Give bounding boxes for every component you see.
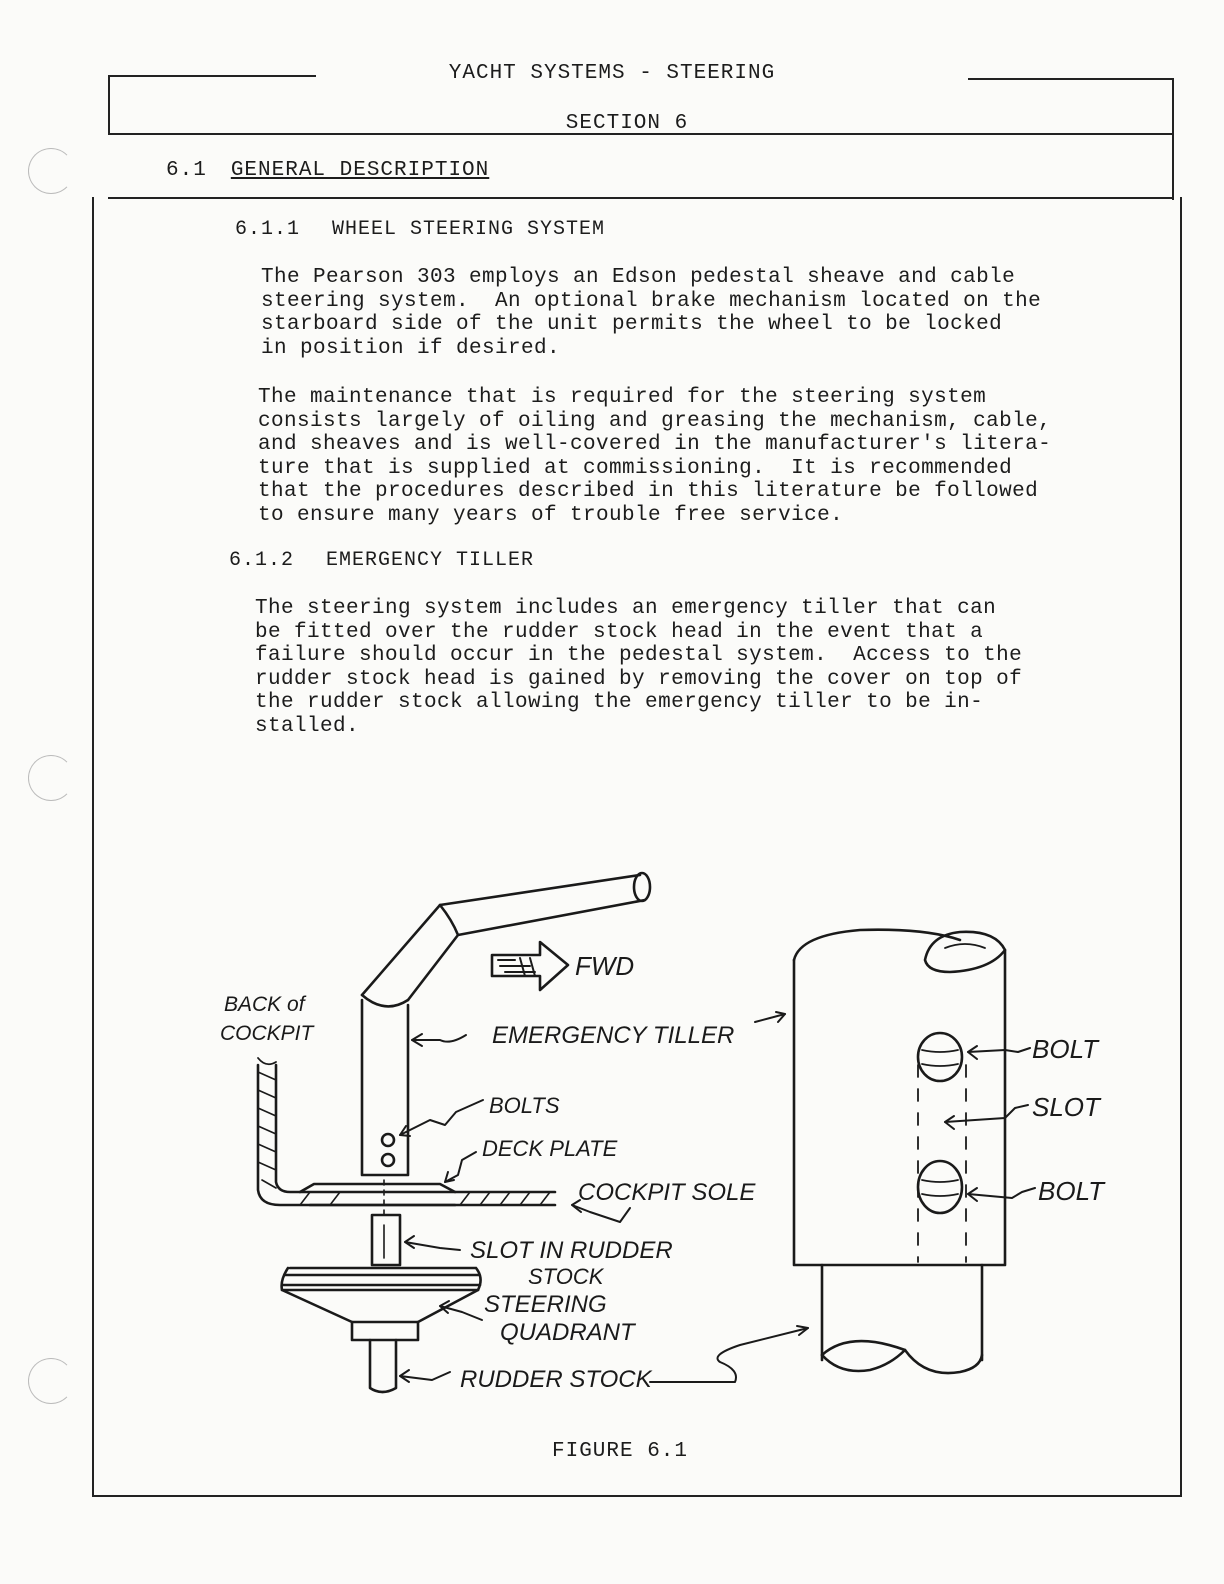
label-deck-plate: DECK PLATE [482,1136,618,1161]
label-steering-quadrant-1: STEERING [484,1291,607,1318]
subsection-title: WHEEL STEERING SYSTEM [332,218,606,241]
figure-caption: FIGURE 6.1 [551,1440,689,1463]
forward-arrow-icon [492,942,568,990]
label-slot-in-rudder-stock-1: SLOT IN RUDDER [470,1237,673,1264]
subsection-title: EMERGENCY TILLER [326,549,535,572]
subsection-number: 6.1.1 [235,218,301,241]
label-emergency-tiller: EMERGENCY TILLER [492,1022,735,1049]
paragraph-emergency-tiller: The steering system includes an emergency tiller that can be fitted over the rudder stock head in the event that a failure should occur in the pedestal system. Access to the rudder stock head is gained by removing the cover on top of the rudder stock allowing the emergency tiller to be in- stalled. [255,597,1023,738]
section-label: SECTION 6 [565,112,689,135]
label-bolt-bottom: BOLT [1038,1176,1104,1206]
steering-quadrant-shape [282,1268,481,1340]
label-back-of-cockpit-1: BACK of [224,993,305,1016]
section-title: GENERAL DESCRIPTION [230,159,490,182]
section-number: 6.1 [166,159,207,182]
label-fwd: FWD [575,951,635,981]
rudder-stock-shaft [370,1340,396,1392]
paragraph-maintenance: The maintenance that is required for the steering system consists largely of oiling and greasing the mechanism, cable, and sheaves and is well-covered in the manufacturer's litera- ture that is supplied at commissioning. It is recommended that the procedures described in this literature be followed to ensure many years of trouble free service. [258,386,1052,527]
subsection-number: 6.1.2 [229,549,295,572]
label-rudder-stock: RUDDER STOCK [460,1366,652,1393]
label-back-of-cockpit-2: COCKPIT [220,1022,314,1045]
tiller-bolts [382,1134,394,1166]
label-bolts: BOLTS [489,1093,560,1118]
label-slot: SLOT [1032,1092,1100,1122]
label-steering-quadrant-2: QUADRANT [500,1319,635,1346]
header-title: YACHT SYSTEMS - STEERING [448,62,776,85]
paragraph-wheel-description: The Pearson 303 employs an Edson pedestal sheave and cable steering system. An optional brake mechanism located on the starboard side of the unit permits the wheel to be locked in position if desired. [261,266,1042,360]
rudder-stock-head [372,1215,400,1265]
tiller-sleeve-detail [794,930,1005,1373]
deck-plate [300,1184,455,1205]
label-slot-in-rudder-stock-2: STOCK [528,1264,604,1289]
label-bolt-top: BOLT [1032,1034,1098,1064]
label-cockpit-sole: COCKPIT SOLE [578,1179,756,1206]
